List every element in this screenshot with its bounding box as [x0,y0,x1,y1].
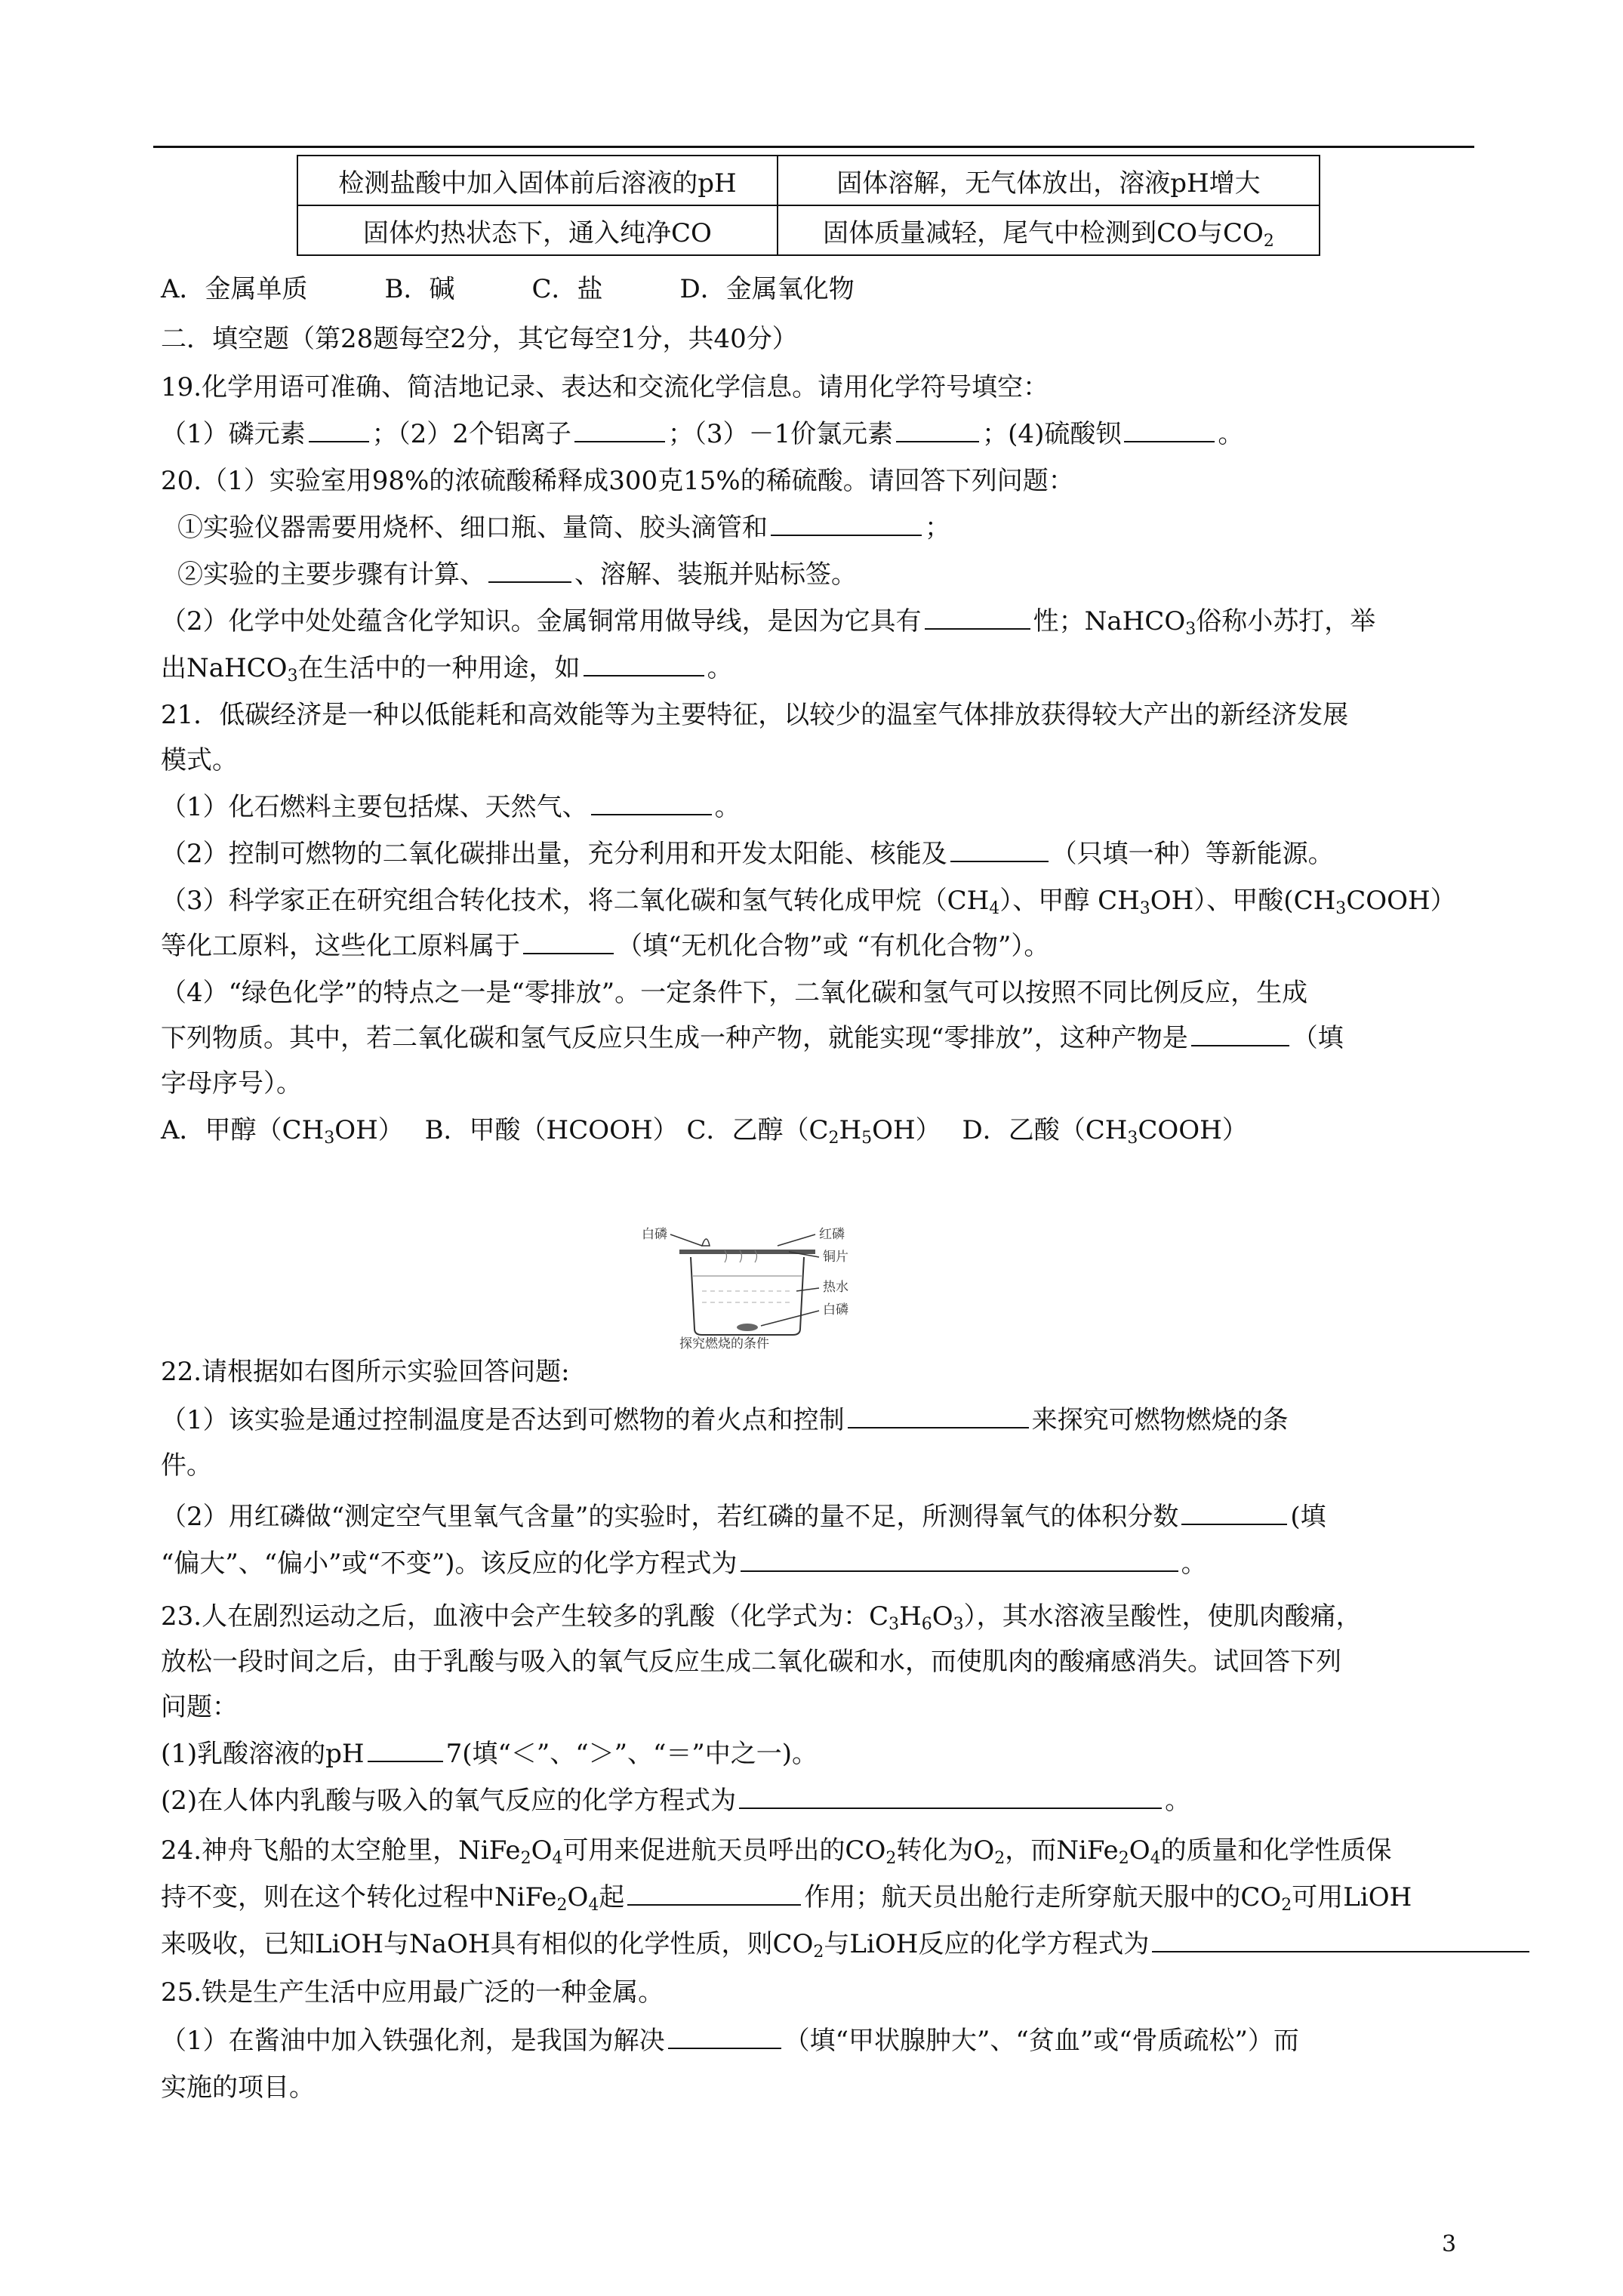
combustion-experiment-figure [627,1216,876,1355]
answer-blank[interactable] [1124,415,1215,442]
experiment-table [297,155,1320,256]
leader-line [761,1311,819,1326]
answer-blank[interactable] [488,556,571,583]
leader-line [670,1234,702,1246]
q19-blanks: （1）磷元素 ；（2）2个铝离子 ；（3）－1价氯元素 ；(4)硫酸钡 。 [161,415,1243,453]
figure-caption: 探究燃烧的条件 [679,1336,769,1351]
answer-blank[interactable] [309,415,369,442]
table-row [297,205,1320,255]
leader-line [796,1288,819,1291]
q23-l3: 问题： [161,1692,238,1722]
q22-s1b: 件。 [161,1450,212,1481]
label-hot-water: 热水 [823,1280,848,1295]
q23-s1: (1)乳酸溶液的pH 7(填“＜”、“＞”、“＝”中之一)。 [161,1735,818,1773]
answer-blank[interactable] [1181,1498,1287,1525]
answer-blank[interactable] [896,415,979,442]
q20-b2: 出NaHCO$_3$在生活中的一种用途，如 。 [161,649,733,687]
q25-s1b: 实施的项目。 [161,2073,315,2103]
q21-stem: 21．低碳经济是一种以低能耗和高效能等为主要特征，以较少的温室气体排放获得较大产出的新经济发展 [161,700,1349,730]
q21-s4a: （4）“绿色化学”的特点之一是“零排放”。一定条件下，二氧化碳和氢气可以按照不同比例反应，生成 [161,978,1308,1008]
answer-blank[interactable] [848,1401,1029,1428]
q21-s1: （1）化石燃料主要包括煤、天然气、 。 [161,788,741,826]
page-number: 3 [1442,2231,1457,2257]
q20-a1: ①实验仪器需要用烧杯、细口瓶、量筒、胶头滴管和 ； [177,509,950,547]
q24-l1: 24.神舟飞船的太空舱里，$NiFe_2O_4$可用来促进航天员呼出的$CO_2$转化为$O_2$，而$NiFe_2O_4$的质量和化学性质保 [161,1835,1392,1868]
q18-options: A．金属单质 B．碱 C．盐 D．金属氧化物 [161,274,855,304]
q20-stem: 20.（1）实验室用98%的浓硫酸稀释成300克15%的稀硫酸。请回答下列问题： [161,466,1074,496]
answer-blank[interactable] [574,415,665,442]
table-cell: 固体灼热状态下，通入纯净CO [297,205,778,255]
q20-a2: ②实验的主要步骤有计算、 、溶解、装瓶并贴标签。 [177,556,857,593]
label-copper-sheet: 铜片 [823,1250,848,1265]
q21-options: A．甲醇$(CH_3OH)$ B．甲酸（HCOOH） C．乙醇$(C_2H_5OH)$ D．乙酸$(CH_3COOH)$ [161,1115,1248,1148]
table-row [297,156,1320,205]
answer-blank[interactable] [739,1782,1162,1809]
section-title: 二．填空题（第28题每空2分，其它每空1分，共40分） [161,324,798,354]
q21-s3a: （3）科学家正在研究组合转化技术，将二氧化碳和氢气转化成甲烷$(CH_4)$、甲醇 $CH_3OH$）、甲酸$(CH_3COOH)$ [161,886,1456,918]
q22-s2: （2）用红磷做“测定空气里氧气含量”的实验时，若红磷的量不足，所测得氧气的体积分数 (填 [161,1498,1326,1536]
q21-s4b: 下列物质。其中，若二氧化碳和氢气反应只生成一种产物，就能实现“零排放”，这种产物是 （填 [161,1019,1344,1057]
q20-b1: （2）化学中处处蕴含化学知识。金属铜常用做导线，是因为它具有 性；NaHCO$_3$俗称小苏打，举 [161,603,1375,640]
label-white-phosphorus-bottom: 白磷 [823,1302,848,1318]
answer-blank[interactable] [627,1878,801,1906]
answer-blank[interactable] [741,1545,1178,1572]
answer-blank[interactable] [523,927,614,954]
q19-stem: 19.化学用语可准确、简洁地记录、表达和交流化学信息。请用化学符号填空： [161,372,1049,402]
q21-s2: （2）控制可燃物的二氧化碳排出量，充分利用和开发太阳能、核能及 （只填一种）等新能源。 [161,835,1334,873]
q22-s1: （1）该实验是通过控制温度是否达到可燃物的着火点和控制 来探究可燃物燃烧的条 [161,1401,1289,1439]
q23-s2: (2)在人体内乳酸与吸入的氧气反应的化学方程式为 。 [161,1782,1190,1820]
q21-s4c: 字母序号）。 [161,1068,302,1099]
answer-blank[interactable] [925,603,1030,630]
label-white-phosphorus-top: 白磷 [642,1227,667,1242]
q25-stem: 25.铁是生产生活中应用最广泛的一种金属。 [161,1977,664,2008]
answer-blank[interactable] [1191,1019,1289,1046]
q23-l1: 23.人在剧烈运动之后，血液中会产生较多的乳酸（化学式为：$C_3H_6O_3$），其水溶液呈酸性，使肌肉酸痛， [161,1601,1362,1634]
q25-s1: （1）在酱油中加入铁强化剂，是我国为解决 （填“甲状腺肿大”、“贫血”或“骨质疏松”）而 [161,2022,1299,2060]
label-red-phosphorus: 红磷 [819,1227,845,1242]
q24-l3: 来吸收，已知LiOH与NaOH具有相似的化学性质，则$CO_2$与LiOH反应的化学方程式为 [161,1925,1532,1963]
beaker-shape [691,1257,804,1335]
q21-stem: 模式。 [161,745,238,775]
q22-s2b: “偏大”、“偏小”或“不变”)。该反应的化学方程式为 。 [161,1545,1207,1583]
answer-blank[interactable] [368,1735,443,1762]
answer-blank[interactable] [1152,1925,1529,1952]
q24-l2: 持不变，则在这个转化过程中$NiFe_2O_4$起 作用；航天员出舱行走所穿航天服中的$CO_2$可用LiOH [161,1878,1412,1916]
q23-l2: 放松一段时间之后，由于乳酸与吸入的氧气反应生成二氧化碳和水，而使肌肉的酸痛感消失。试回答下列 [161,1647,1341,1677]
answer-blank[interactable] [668,2022,781,2049]
leader-line [778,1234,815,1246]
top-rule [153,146,1474,148]
table-cell: 固体质量减轻，尾气中检测到CO与$CO_2$ [778,205,1320,255]
flame-icon [702,1239,710,1246]
answer-blank[interactable] [591,788,712,815]
table-cell: 固体溶解，无气体放出，溶液pH增大 [778,156,1320,205]
answer-blank[interactable] [771,509,922,536]
table-cell: 检测盐酸中加入固体前后溶液的pH [297,156,778,205]
q21-s3b: 等化工原料，这些化工原料属于 （填“无机化合物”或 “有机化合物”）。 [161,927,1049,965]
q22-stem: 22.请根据如右图所示实验回答问题: [161,1357,570,1387]
answer-blank[interactable] [584,649,704,676]
white-phosphorus-shape [737,1324,758,1331]
answer-blank[interactable] [950,835,1049,862]
